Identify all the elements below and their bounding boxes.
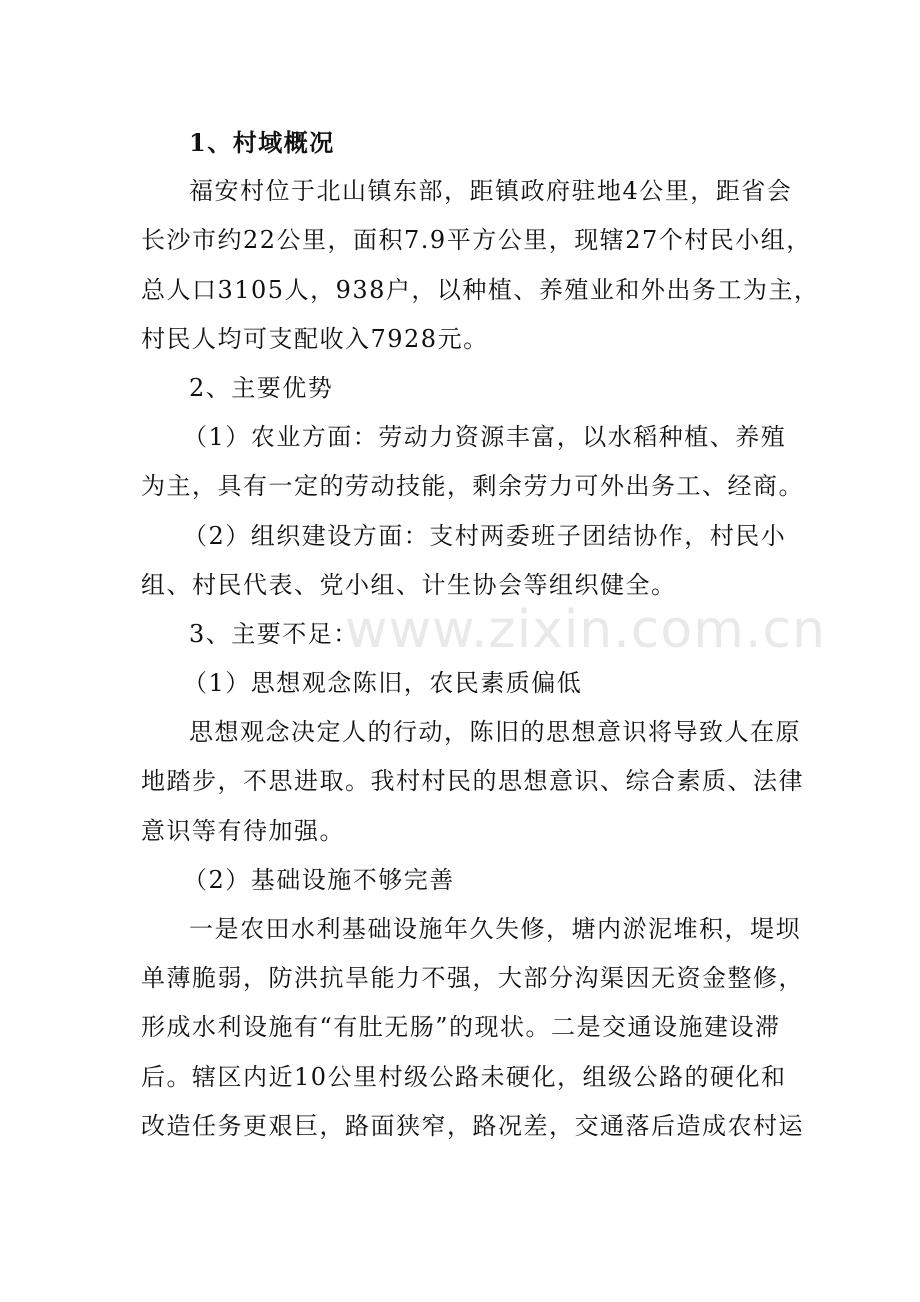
section-heading-village-overview: 1、村域概况 <box>189 128 335 157</box>
paragraph-line: 思想观念决定人的行动，陈旧的思想意识将导致人在原 <box>189 718 801 747</box>
paragraph-line: （2）组织建设方面：支村两委班子团结协作，村民小 <box>183 521 787 550</box>
section-heading-shortcomings: 3、主要不足： <box>189 619 359 648</box>
paragraph-line: 总人口3105人，938户，以种植、养殖业和外出务工为主， <box>141 275 820 304</box>
subheading-ideas: （1）思想观念陈旧，农民素质偏低 <box>183 669 583 698</box>
paragraph-line: 村民人均可支配收入7928元。 <box>141 324 489 353</box>
paragraph-line: 为主，具有一定的劳动技能，剩余劳力可外出务工、经商。 <box>141 472 804 501</box>
subheading-infrastructure: （2）基础设施不够完善 <box>183 865 455 894</box>
paragraph-line: 形成水利设施有“有肚无肠”的现状。二是交通设施建设滞 <box>141 1013 781 1042</box>
paragraph-line: 单薄脆弱，防洪抗旱能力不强，大部分沟渠因无资金整修， <box>141 964 804 993</box>
paragraph-line: 地踏步，不思进取。我村村民的思想意识、综合素质、法律 <box>141 767 804 796</box>
document-body <box>141 118 820 1151</box>
watermark: www.zixin.com.cn <box>345 600 826 660</box>
paragraph-line: 一是农田水利基础设施年久失修，塘内淤泥堆积，堤坝 <box>189 915 801 943</box>
paragraph-line: 组、村民代表、党小组、计生协会等组织健全。 <box>141 570 677 599</box>
section-heading-advantages: 2、主要优势 <box>189 373 334 402</box>
paragraph-line: 改造任务更艰巨，路面狭窄，路况差，交通落后造成农村运 <box>141 1111 804 1140</box>
paragraph-line: 后。辖区内近10公里村级公路未硬化，组级公路的硬化和 <box>141 1062 787 1091</box>
paragraph-line: 长沙市约22公里，面积7.9平方公里，现辖27个村民小组， <box>141 226 812 255</box>
paragraph-line: 意识等有待加强。 <box>141 816 345 845</box>
paragraph-line: （1）农业方面：劳动力资源丰富，以水稻种植、养殖 <box>183 423 787 452</box>
paragraph-line: 福安村位于北山镇东部，距镇政府驻地4公里，距省会 <box>189 177 793 206</box>
